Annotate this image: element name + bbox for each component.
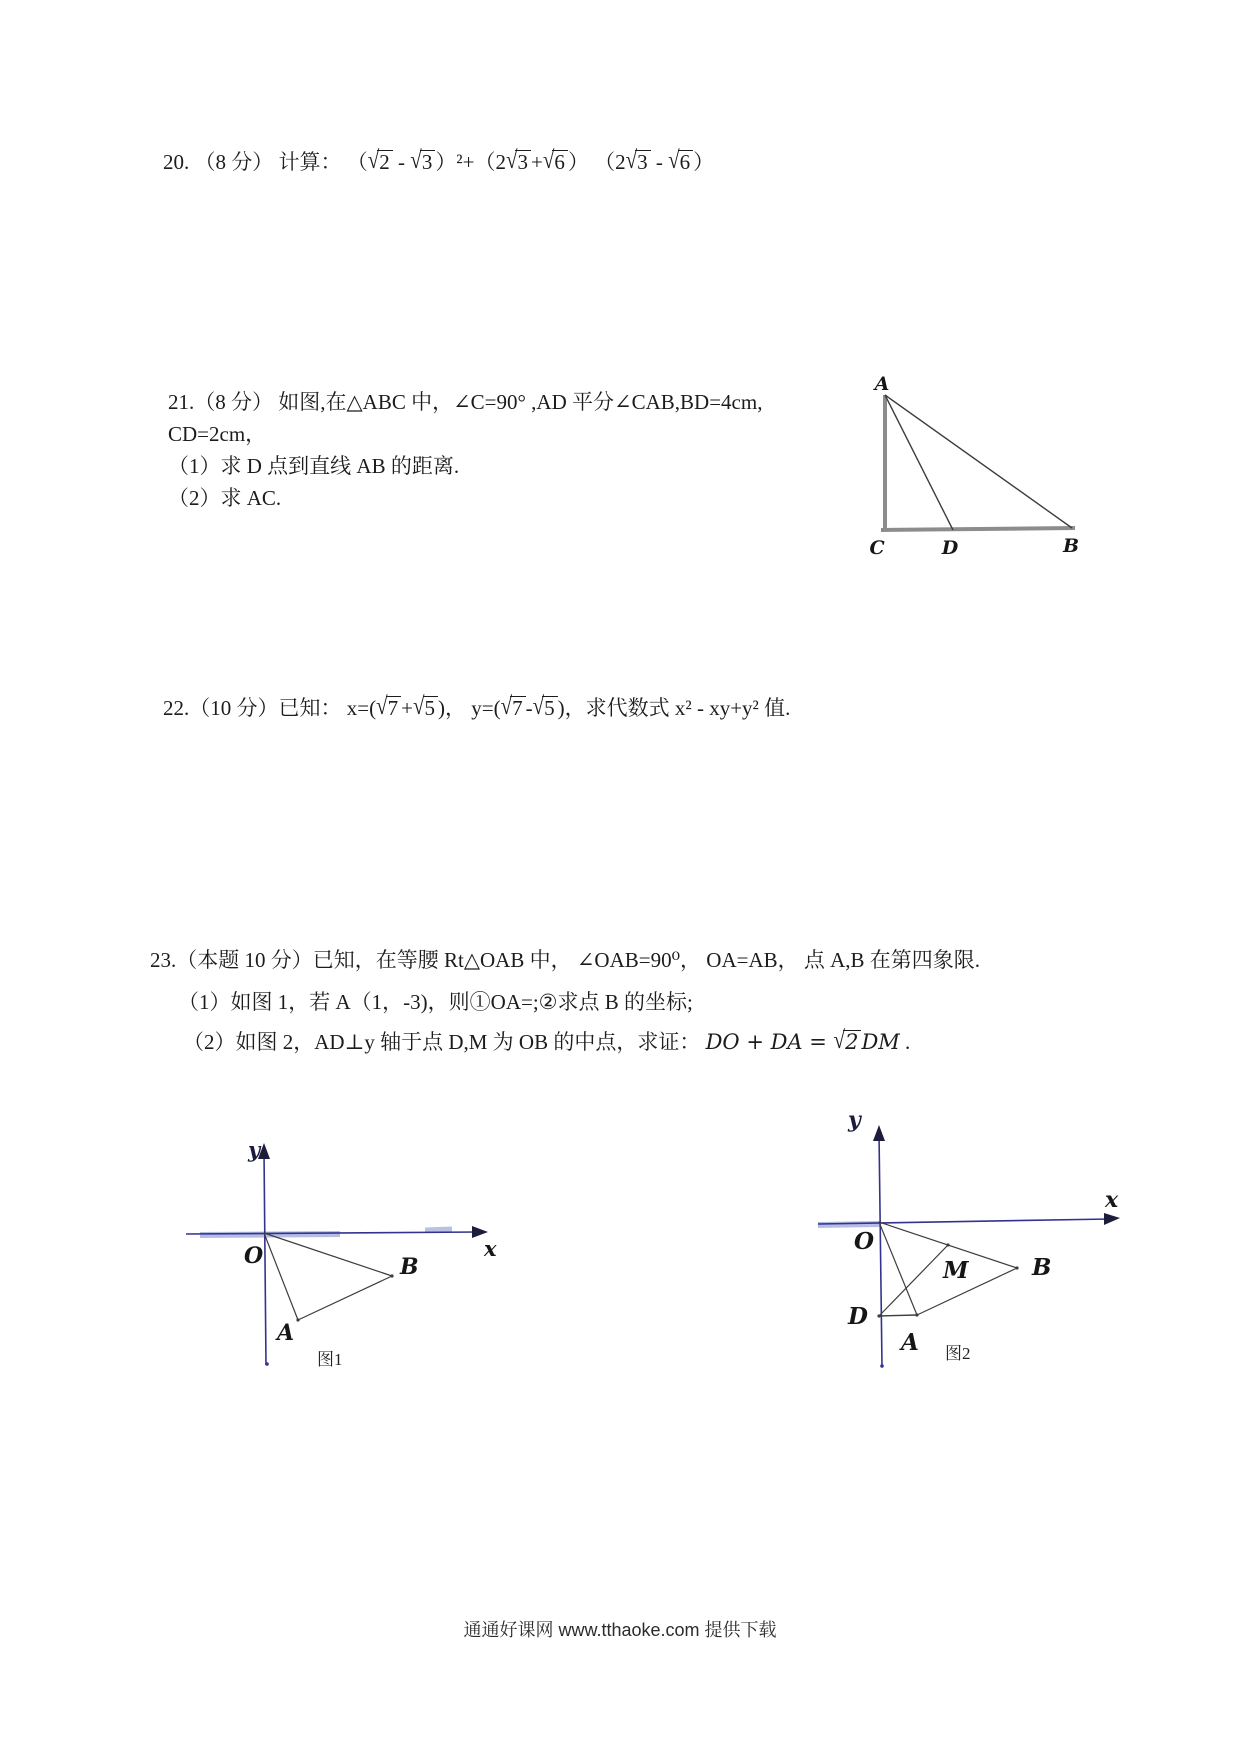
problem-21-line2: CD=2cm， [168,422,267,446]
radicand: 2 [377,150,393,173]
operator: + [530,150,543,174]
operator: - [650,150,669,174]
problem-20 [163,146,714,176]
label-d: D [848,1303,868,1330]
x-axis-arrow [1104,1213,1120,1225]
label-c: C [869,537,885,559]
segment-da [879,1315,917,1316]
y-axis-label: y [248,1137,261,1162]
formula-do-da: DO + DA = [705,1030,834,1054]
operator: - [525,696,533,720]
problem-23-line1: 23.（本题 10 分）已知，在等腰 Rt△OAB 中， ∠OAB=90⁰， OA=AB， 点 A,B 在第四象限. [150,948,981,972]
figure-1-caption: 图1 [317,1350,343,1369]
label-m: M [943,1257,969,1284]
figure-1-coordinate-plane [180,1135,510,1385]
radical-sign: √ [505,145,518,174]
operator: ） [693,150,715,174]
label-d: D [941,537,959,559]
sqrt-expression [833,1025,862,1055]
y-axis-end-dot [265,1362,269,1366]
sqrt-expression [505,145,531,175]
segment-oa [879,1222,917,1315]
label-b: B [1062,535,1080,557]
operator: + [401,696,413,720]
y-axis [879,1133,882,1366]
segment-ab [298,1276,392,1320]
axis-highlight [425,1229,452,1230]
radical-sign: √ [532,691,545,720]
point-a [915,1313,918,1316]
sqrt-expression [625,145,651,175]
sqrt-expression [542,145,568,175]
operator: - [392,150,411,174]
radicand: 2 [843,1030,861,1053]
problem-21 [168,386,762,514]
point-a [296,1318,299,1321]
radical-sign: √ [410,145,422,174]
problem-22-lead: 22.（10 分）已知： x=( [163,696,377,720]
footer-watermark: 通通好课网 www.tthaoke.com 提供下载 [463,1620,777,1640]
y-axis-arrow [873,1125,885,1141]
sqrt-expression [532,691,558,721]
triangle-abc-figure [855,360,1095,570]
problem-20-lead: 20. （8 分） 计算： （ [163,150,368,174]
radical-sign: √ [412,691,425,720]
radical-sign: √ [367,145,380,174]
sqrt-expression [376,691,401,721]
label-b: B [400,1254,419,1280]
label-b: B [1032,1254,1052,1281]
problem-21-line3: （1）求 D 点到直线 AB 的距离. [168,454,460,478]
y-axis [264,1151,266,1365]
formula-period: . [899,1030,911,1054]
problem-22-tail: )，求代数式 x² - xy+y² 值. [557,696,791,720]
problem-21-line4: （2）求 AC. [168,486,282,510]
radical-sign: √ [668,145,680,174]
sqrt-expression [410,145,435,175]
origin-label: O [854,1228,875,1255]
y-axis-label: y [848,1107,861,1133]
radicand: 5 [423,696,439,719]
radical-sign: √ [376,691,388,720]
radicand: 7 [386,696,402,719]
sqrt-expression [500,691,526,721]
problem-22 [163,692,790,722]
sqrt-expression [367,145,393,175]
radicand: 3 [515,150,531,173]
label-a: A [874,373,890,395]
x-axis-label: x [1105,1187,1119,1213]
segment-ad [885,395,953,530]
point-b [1015,1266,1018,1269]
side-cb [881,528,1075,530]
label-a: A [277,1320,295,1346]
y-axis-end-dot [880,1364,884,1368]
problem-23-line2: （1）如图 1，若 A（1，-3)，则①OA=;②求点 B 的坐标; [178,990,693,1014]
segment-oa [264,1233,298,1320]
radical-sign: √ [542,145,555,174]
operator: ）²+（2 [435,150,506,174]
radicand: 6 [678,150,694,173]
radicand: 3 [635,150,651,173]
point-m [946,1243,949,1246]
operator: ） （2 [567,150,626,174]
radicand: 6 [552,150,568,173]
formula-dm: DM [861,1030,900,1054]
figure-2-caption: 图2 [945,1344,971,1363]
radicand: 5 [542,696,558,719]
problem-23-line3-lead: （2）如图 2，AD⊥y 轴于点 D,M 为 OB 的中点，求证： [183,1030,706,1054]
problem-21-line1: 21.（8 分） 如图,在△ABC 中，∠C=90° ,AD 平分∠CAB,BD=4cm, [168,390,763,414]
point-b [390,1274,393,1277]
sqrt-expression [668,145,693,175]
x-axis-label: x [484,1236,497,1261]
origin-label: O [244,1243,264,1269]
radicand: 7 [510,696,526,719]
point-d [877,1314,880,1317]
radical-sign: √ [625,145,638,174]
radicand: 3 [420,150,436,173]
radical-sign: √ [500,691,513,720]
problem-23-line3 [183,1026,910,1056]
segment-ob [264,1233,392,1276]
label-a: A [901,1329,919,1356]
sqrt-expression [412,691,438,721]
radical-sign: √ [833,1025,846,1054]
figure-2-coordinate-plane [790,1085,1140,1375]
side-ab [885,395,1072,528]
operator: )， y=( [438,696,501,720]
